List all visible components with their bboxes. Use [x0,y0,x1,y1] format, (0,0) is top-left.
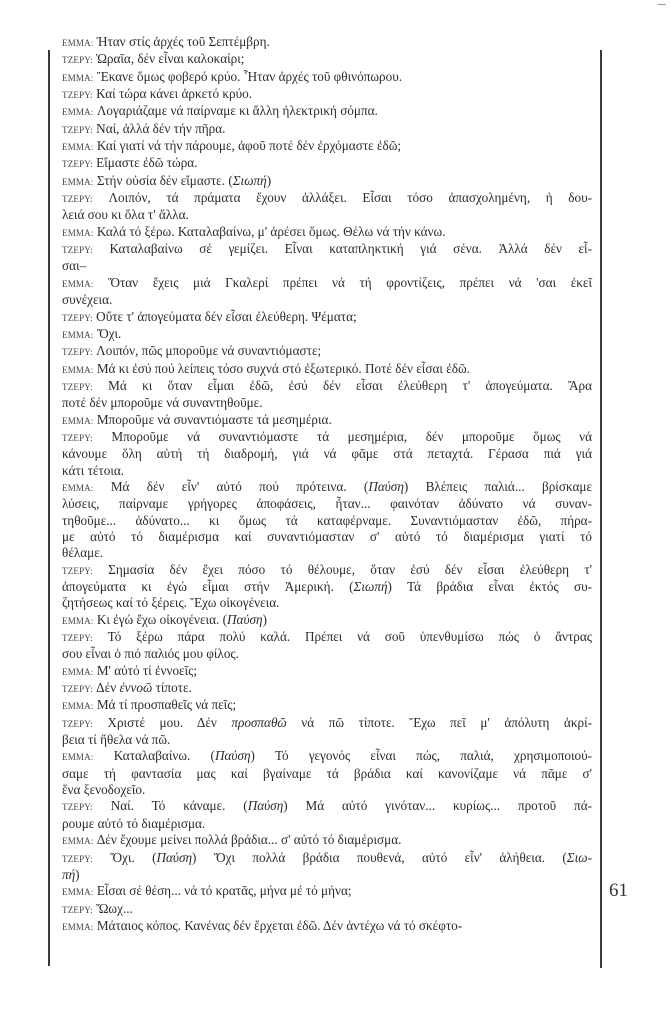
stage-direction: πή [62,866,76,882]
dialogue-line [62,395,592,411]
speaker-label: TZEPY: [62,381,93,392]
dialogue-turn [62,629,592,663]
line-text: Κι ἐγώ ἔχω οἰκογένεια. (Παύση) [96,611,267,627]
line-text: Καταλαβαίνω. (Παύση) Τό γεγονός εἶναι πώς, παλιά, χρησιμοποιού- [113,748,593,764]
dialogue-line [62,207,592,223]
dialogue-turn [62,479,592,562]
speaker-label: TZEPY: [62,55,93,66]
speaker-label: TZEPY: [62,718,93,729]
line-text: Ναί. Τό κάναμε. (Παύση) Μά αὐτό γινόταν... κυρίως... προτοῦ πά- [110,798,593,814]
stage-direction: ἐννοῶ [119,680,153,696]
dialogue-line [62,545,592,561]
line-text: λειά σου κι ὅλα τ' ἄλλα. [62,207,189,223]
line-text: κάτι τέτοια. [62,462,125,478]
line-text: Οὔτε τ' ἀπογεύματα δέν εἶσαι ἐλεύθερη. Ψέματα; [96,308,357,324]
speaker-label: TZEPY: [62,565,93,576]
line-text: Δέν ἐννοῶ τίποτε. [96,680,192,696]
dialogue-line [62,832,592,849]
speaker-label: TZEPY: [62,684,93,695]
stage-direction: Παύση [368,478,404,494]
line-text: Εἶσαι σέ θέση... νά τό κρατᾶς, μήνα μέ τό μήνα; [96,883,352,899]
dialogue-turn [62,69,592,86]
dialogue-line [62,646,592,662]
dialogue-line [62,529,592,545]
speaker-label: EMMA: [62,142,94,153]
line-text: Καλά τό ξέρω. Καταλαβαίνω, μ' ἀρέσει ὅμως. Θέλω νά τήν κάνω. [96,223,446,239]
dialogue-turn [62,748,592,798]
speaker-label: TZEPY: [62,347,93,358]
dialogue-turn [62,429,592,479]
dialogue-line [62,138,592,155]
line-text: Ὄχι. (Παύση) Ὄχι πολλά βράδια πουθενά, αὐτό εἶν' ἀλήθεια. (Σιω- [110,849,592,865]
line-text: Λογαριάζαμε νά παίρναμε κι ἄλλη ἠλεκτρική σόμπα. [96,103,378,119]
dialogue-line [62,69,592,86]
dialogue-turn [62,562,592,612]
speaker-label: TZEPY: [62,802,93,813]
speaker-label: EMMA: [62,415,94,426]
dialogue-line [62,513,592,529]
line-text: Ὡραῖα, δέν εἶναι καλοκαίρι; [96,51,245,67]
dialogue-line [62,595,592,611]
line-text: Καταλαβαίνω σέ γεμίζει. Εἶναι καταπληκτική γιά σένα. Ἀλλά δέν εἶ- [109,241,592,257]
line-text: ἕνα ξενοδοχεῖο. [62,782,146,798]
dialogue-turn [62,850,592,884]
line-text: Μποροῦμε νά συναντιόμαστε τά μεσημέρια. [96,411,332,427]
dialogue-line [62,479,592,496]
speaker-label: EMMA: [62,701,94,712]
dialogue-turn [62,34,592,51]
dialogue-turn [62,51,592,68]
dialogue-turn [62,343,592,360]
speaker-label: EMMA: [62,72,94,83]
line-text: ποτέ δέν μποροῦμε νά συναντηθοῦμε. [62,395,263,411]
dialogue-turn [62,412,592,429]
speaker-label: EMMA: [62,278,94,289]
dialogue-line [62,378,592,395]
line-text: πή) [62,866,80,882]
line-text: Ὤωχ... [96,900,133,916]
dialogue-line [62,715,592,732]
speaker-label: TZEPY: [62,90,93,101]
speaker-label: EMMA: [62,329,94,340]
line-text: Καί γιατί νά τήν πάρουμε, ἀφοῦ ποτέ δέν ἐρχόμαστε ἐδῶ; [96,138,402,154]
dialogue-line [62,680,592,697]
dialogue-line [62,86,592,103]
speaker-label: EMMA: [62,227,94,238]
line-text: σαμε τή φαντασία μας καί βγαίναμε τά βράδια καί κανονίζαμε νά πᾶμε σ' [62,765,592,781]
line-text: Ὅταν ἔχεις μιά Γκαλερί πρέπει νά τή φροντίζεις, πρέπει νά 'σαι ἐκεῖ [108,274,592,290]
dialogue-turn [62,275,592,309]
dialogue-turn [62,918,592,935]
dialogue-line [62,766,592,782]
speaker-label: TZEPY: [62,432,93,443]
dialogue-turn [62,103,592,120]
line-text: Δέν ἔχουμε μείνει πολλά βράδια... σ' αὐτό τό διαμέρισμα. [96,832,402,848]
dialogue-turn [62,121,592,138]
speaker-label: TZEPY: [62,124,93,135]
speaker-label: TZEPY: [62,853,93,864]
dialogue-line [62,121,592,138]
dialogue-turn [62,832,592,849]
dialogue-turn [62,612,592,629]
line-text: Ὄχι. [96,325,122,341]
left-margin-rule [48,50,50,966]
right-margin-rule [600,50,602,968]
dialogue-line [62,361,592,378]
speaker-label: EMMA: [62,752,94,763]
speaker-label: EMMA: [62,615,94,626]
dialogue-line [62,883,592,900]
stage-direction: Σιωπή [353,579,388,594]
dialogue-line [62,103,592,120]
dialogue-line [62,446,592,462]
dialogue-line [62,496,592,512]
dialogue-line [62,34,592,51]
dialogue-line [62,326,592,343]
dialogue-line [62,190,592,207]
dialogue-turn [62,883,592,900]
line-text: τηθοῦμε... ἀδύνατο... κι ὅμως τά καταφέρναμε. Συναντιόμασταν ἐδῶ, πήρα- [62,512,592,528]
dialogue-line [62,173,592,190]
dialogue-turn [62,378,592,412]
stage-direction: Παύση [227,611,263,627]
dialogue-turn [62,715,592,749]
dialogue-line [62,867,592,883]
line-text: με αὐτό τό διαμέρισμα καί συναντιόμασταν σ' αὐτό τό διαμέρισμα γιατί τό [62,528,592,544]
dialogue-line [62,51,592,68]
page-edge-mark [658,4,666,5]
dialogue-line [62,918,592,935]
line-text: Λοιπόν, τά πράματα ἔχουν ἀλλάξει. Εἶσαι τόσο ἀπασχολημένη, ἡ δου- [108,190,592,206]
dialogue-line [62,579,592,595]
play-dialogue [62,34,592,935]
dialogue-turn [62,86,592,103]
dialogue-line [62,258,592,274]
speaker-label: EMMA: [62,921,94,932]
line-text: Μά τί προσπαθεῖς νά πεῖς; [96,697,237,713]
dialogue-turn [62,798,592,832]
stage-direction: Παύση [156,849,193,865]
dialogue-turn [62,173,592,190]
line-text: Μ' αὐτό τί ἐννοεῖς; [96,662,198,678]
speaker-label: TZEPY: [62,245,93,256]
line-text: Λοιπόν, πῶς μποροῦμε νά συναντιόμαστε; [96,343,322,359]
line-text: βεια τί ἤθελα νά πῶ. [62,732,171,748]
line-text: σου εἶναι ὁ πιό παλιός μου φίλος. [62,646,239,662]
dialogue-line [62,816,592,832]
line-text: θέλαμε. [62,545,104,561]
line-text: Μάταιος κόπος. Κανένας δέν ἔρχεται ἐδῶ. Δέν ἀντέχω νά τό σκέφτο- [96,917,463,933]
dialogue-line [62,429,592,446]
line-text: Ήταν στίς ἀρχές τοῦ Σεπτέμβρη. [96,34,270,49]
stage-direction: Σιω- [566,849,592,865]
dialogue-line [62,155,592,172]
speaker-label: EMMA: [62,176,94,187]
line-text: σαι– [62,258,87,274]
dialogue-line [62,463,592,479]
speaker-label: EMMA: [62,482,94,493]
line-text: ρουμε αὐτό τό διαμέρισμα. [62,815,206,831]
dialogue-line [62,850,592,867]
line-text: ἀπογεύματα κι ἐγώ εἶμαι στήν Ἀμερική. (Σιωπή) Τά βράδια εἶναι ἐκτός συ- [62,579,592,594]
dialogue-turn [62,697,592,714]
speaker-label: TZEPY: [62,159,93,170]
line-text: Ναί, ἀλλά δέν τήν πῆρα. [96,120,226,136]
dialogue-turn [62,138,592,155]
speaker-label: TZEPY: [62,194,93,205]
speaker-label: EMMA: [62,836,94,847]
stage-direction: προσπαθῶ [231,714,287,730]
line-text: κάνουμε ὅλη αὐτή τή διαδρομή, γιά νά φᾶμε στά πεταχτά. Γέρασα πιά γιά [62,446,592,462]
dialogue-turn [62,309,592,326]
speaker-label: EMMA: [62,107,94,118]
speaker-label: EMMA: [62,666,94,677]
dialogue-line [62,292,592,308]
dialogue-turn [62,361,592,378]
dialogue-line [62,782,592,798]
dialogue-turn [62,326,592,343]
line-text: συνέχεια. [62,292,113,308]
speaker-label: EMMA: [62,38,94,48]
speaker-label: EMMA: [62,364,94,375]
stage-direction: Σιωπή [232,172,267,188]
dialogue-line [62,343,592,360]
dialogue-line [62,412,592,429]
dialogue-line [62,224,592,241]
dialogue-turn [62,155,592,172]
line-text: Ἔκανε ὅμως φοβερό κρύο. Ἦταν ἀρχές τοῦ φθινόπωρου. [96,68,403,84]
line-text: Καί τώρα κάνει ἀρκετό κρύο. [96,86,253,102]
dialogue-line [62,697,592,714]
line-text: Μά κι ἐσύ πού λείπεις τόσο συχνά στό ἐξωτερικό. Ποτέ δέν εἶσαι ἐδῶ. [96,360,470,376]
line-text: Σημασία δέν ἔχει πόσο τό θέλουμε, ὅταν ἐσύ δέν εἶσαι ἐλεύθερη τ' [108,561,592,577]
line-text: Μποροῦμε νά συναντιόμαστε τά μεσημέρια, δέν μποροῦμε ὅμως νά [111,428,592,444]
dialogue-line [62,732,592,748]
dialogue-turn [62,663,592,680]
line-text: λύσεις, παίρναμε γρήγορες ἀποφάσεις, ἦταν... φαινόταν ἀδύνατο νά συναν- [62,496,592,512]
dialogue-turn [62,680,592,697]
speaker-label: EMMA: [62,887,94,898]
dialogue-line [62,562,592,579]
dialogue-turn [62,224,592,241]
line-text: Στήν οὐσία δέν εἴμαστε. (Σιωπή) [96,172,272,188]
speaker-label: TZEPY: [62,312,93,323]
dialogue-line [62,241,592,258]
dialogue-turn [62,901,592,918]
line-text: ζητήσεως καί τό ξέρεις. Ἔχω οἰκογένεια. [62,595,280,611]
speaker-label: TZEPY: [62,633,93,644]
dialogue-line [62,663,592,680]
page-number: 61 [609,880,628,901]
line-text: Χριστέ μου. Δέν προσπαθῶ νά πῶ τίποτε. Ἔχω πεῖ μ' ἀπόλυτη ἀκρί- [107,714,593,730]
dialogue-line [62,901,592,918]
dialogue-line [62,309,592,326]
dialogue-turn [62,190,592,224]
dialogue-line [62,629,592,646]
dialogue-line [62,798,592,815]
dialogue-turn [62,241,592,275]
line-text: Εἴμαστε ἐδῶ τώρα. [96,155,198,171]
line-text: Μά κι ὅταν εἶμαι ἐδῶ, ἐσύ δέν εἶσαι ἐλεύθερη τ' ἀπογεύματα. Ἄρα [108,377,593,393]
line-text: Τό ξέρω πάρα πολύ καλά. Πρέπει νά σοῦ ὑπενθυμίσω πώς ὁ ἄντρας [107,629,593,645]
speaker-label: TZEPY: [62,904,93,915]
dialogue-line [62,612,592,629]
dialogue-line [62,275,592,292]
stage-direction: Παύση [214,748,251,764]
line-text: Μά δέν εἶν' αὐτό πού πρότεινα. (Παύση) Βλέπεις παλιά... βρίσκαμε [110,478,593,494]
dialogue-line [62,748,592,765]
stage-direction: Παύση [247,798,284,814]
